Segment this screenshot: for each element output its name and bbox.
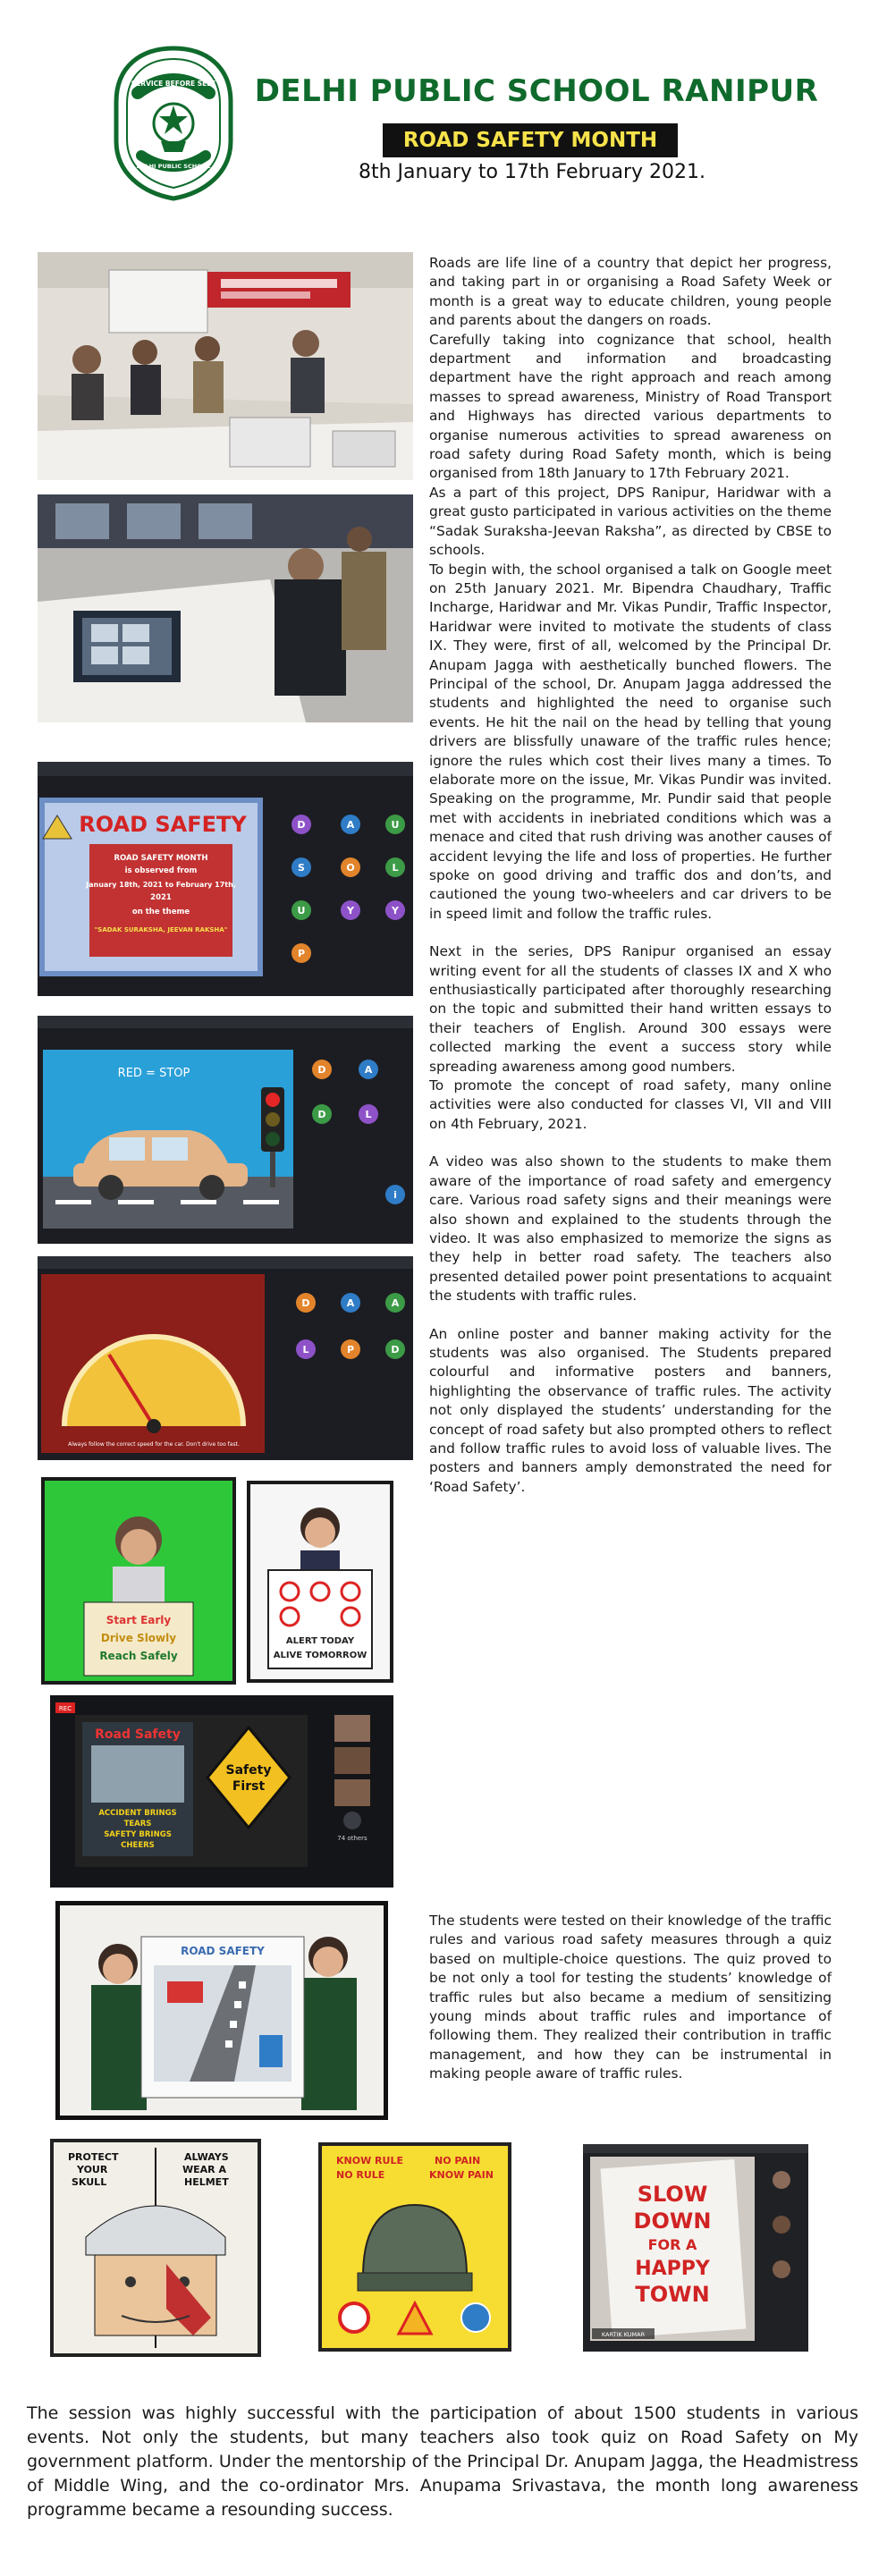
svg-text:D: D (391, 1344, 400, 1356)
svg-text:ALERT TODAY: ALERT TODAY (285, 1636, 355, 1646)
poster-know-rule-no-pain (318, 2142, 511, 2352)
screenshot-traffic-light-slide (38, 1016, 413, 1244)
svg-text:First: First (232, 1779, 266, 1794)
svg-text:A: A (364, 1064, 373, 1076)
svg-text:L: L (392, 862, 399, 874)
svg-text:SAFETY BRINGS: SAFETY BRINGS (104, 1830, 172, 1839)
paragraph-poster-banner: An online poster and banner making activity for the students was also organised. The Students prepared colourful and informative posters and banners, highlighting the observance of traffic rules. The activity not only displayed the students’ understanding for the concept of road safety but also prompted others to reflect and follow traffic rules to avoid loss of valuable lives. The posters and banners amply demonstrated the need for ‘Road Safety’. (429, 1325, 832, 1495)
svg-text:TOWN: TOWN (635, 2282, 710, 2307)
photo-students-road-safety-poster (55, 1901, 388, 2120)
svg-text:U: U (297, 905, 306, 916)
svg-text:SKULL: SKULL (72, 2176, 107, 2188)
svg-text:YOUR: YOUR (77, 2164, 108, 2175)
svg-text:DOWN: DOWN (633, 2209, 712, 2234)
svg-text:PROTECT: PROTECT (68, 2151, 119, 2163)
paragraph-dps-participation: As a part of this project, DPS Ranipur, Haridwar with a great gusto participated in various activities on the theme “Sadak Suraksha-Jeevan Raksha”, as directed by CBSE to schools. (429, 484, 832, 559)
svg-text:HAPPY: HAPPY (635, 2258, 710, 2280)
svg-text:FOR A: FOR A (647, 2236, 697, 2253)
svg-text:ALIVE TOMORROW: ALIVE TOMORROW (273, 1651, 367, 1660)
school-name: DELHI PUBLIC SCHOOL RANIPUR (254, 73, 819, 109)
paragraph-google-meet-talk: To begin with, the school organised a talk on Google meet on 25th January 2021. Mr. Bipendra Chaudhary, Traffic Incharge, Haridwar and Mr. Vikas Pundir, Traffic Inspector, Haridwar were invited to motivate the students of class IX. They were, first of all, welcomed by the Principal Dr. Anupam Jagga with aesthetically bunched flowers. The Principal of the school, Dr. Anupam Jagga addressed the students and highlighted the need to organise such events. He hit the nail on the head by telling that young drivers are blissfully unaware of the traffic rules hence; ignore the rules which cost their lives many a times. To elaborate more on the issue, Mr. Vikas Pundir was invited. Speaking on the programme, Mr. Pundir said that people met with accidents in inebriated conditions which was a menace and cited that rush driving was another causes of accident levying the life and loss of properties. He further spoke on good driving and traffic dos and don’ts, and cautioned the young two-wheelers and car drivers to be in speed limit and follow the traffic rules. (429, 561, 832, 922)
svg-text:REC: REC (58, 1705, 72, 1712)
article-column-top (429, 254, 832, 1497)
svg-text:Drive Slowly: Drive Slowly (100, 1632, 177, 1644)
svg-text:DELHI PUBLIC SCHOOL: DELHI PUBLIC SCHOOL (136, 163, 211, 170)
photo-officers-laptop (38, 494, 413, 722)
svg-text:ROAD SAFETY: ROAD SAFETY (181, 1945, 265, 1957)
svg-text:HELMET: HELMET (184, 2176, 229, 2188)
svg-text:74 others: 74 others (337, 1835, 367, 1842)
svg-text:ROAD SAFETY MONTH: ROAD SAFETY MONTH (114, 854, 208, 863)
svg-text:D: D (297, 819, 306, 831)
poster-protect-your-skull (50, 2139, 261, 2357)
svg-text:KARTIK KUMAR: KARTIK KUMAR (601, 2331, 646, 2338)
svg-text:CHEERS: CHEERS (121, 1841, 155, 1850)
paragraph-online-activities: To promote the concept of road safety, many online activities were also conducted for classes VI, VII and VIII on 4th February, 2021. (429, 1077, 832, 1132)
event-dates: 8th January to 17th February 2021. (358, 161, 706, 183)
svg-text:RED = STOP: RED = STOP (117, 1067, 190, 1080)
svg-text:U: U (391, 819, 400, 831)
screenshot-speedometer-slide (38, 1256, 413, 1460)
paragraph-quiz: The students were tested on their knowledge of the traffic rules and various road safety measures through a quiz based on multiple-choice questions. The quiz proved to be not only a tool for testing the students’ knowledge of traffic rules but also became a medium of sensitizing young minds about traffic rules and importance of following them. They realized their contribution in traffic management, and how they can be instrumental in making people aware of traffic rules. (429, 1913, 832, 2082)
svg-text:i: i (393, 1189, 397, 1201)
svg-text:is observed from: is observed from (124, 866, 198, 875)
svg-text:Y: Y (392, 905, 399, 916)
svg-text:D: D (301, 1297, 310, 1309)
svg-text:TEARS: TEARS (123, 1820, 152, 1829)
svg-text:NO PAIN: NO PAIN (435, 2155, 481, 2166)
svg-text:D: D (317, 1064, 326, 1076)
svg-text:"SADAK SURAKSHA, JEEVAN RAKSHA: "SADAK SURAKSHA, JEEVAN RAKSHA" (94, 926, 228, 933)
svg-text:SLOW: SLOW (637, 2182, 708, 2207)
svg-text:on the theme: on the theme (131, 908, 190, 916)
photo-student-poster-start-early (41, 1477, 236, 1685)
svg-text:A: A (346, 1297, 355, 1309)
svg-text:January 18th, 2021 to February: January 18th, 2021 to February 17th, (86, 881, 236, 889)
svg-text:Always follow the correct spee: Always follow the correct speed for the car. Don't drive too fast. (68, 1441, 240, 1448)
svg-text:Y: Y (347, 905, 354, 916)
svg-text:ROAD SAFETY: ROAD SAFETY (79, 812, 247, 837)
svg-text:A: A (391, 1297, 400, 1309)
svg-text:L: L (302, 1344, 309, 1356)
svg-text:NO RULE: NO RULE (336, 2169, 385, 2181)
svg-text:Start Early: Start Early (106, 1614, 172, 1626)
paragraph-essay-writing: Next in the series, DPS Ranipur organised an essay writing event for all the students of classes IX and X who enthusiastically participated after thoroughly researching on the topic and submitted their hand written essays to their teachers of English. Around 300 essays were collected marking the event a success story while spreading awareness among good numbers. (429, 943, 832, 1075)
article-column-quiz (429, 1912, 832, 2084)
closing-paragraph: The session was highly successful with the participation of about 1500 students in various events. Not only the students, but many teachers also took quiz on Road Safety on My government platform. Under the mentorship of the Principal Dr. Anupam Jagga, the Headmistress of Middle Wing, and the co-ordinator Mrs. Anupama Srivastava, the month long awareness programme became a resounding success. (27, 2403, 858, 2520)
photo-meeting-room (38, 252, 413, 480)
svg-text:A: A (346, 819, 355, 831)
svg-text:L: L (365, 1109, 372, 1120)
svg-text:KNOW PAIN: KNOW PAIN (429, 2169, 494, 2181)
svg-text:Safety: Safety (225, 1763, 272, 1778)
paragraph-intro: Roads are life line of a country that depict her progress, and taking part in or organising a Road Safety Week or month is a great way to educate children, young people and parents about the dangers on roads. (429, 255, 832, 329)
screenshot-road-safety-slide (38, 762, 413, 996)
screenshot-slow-down-poster (583, 2144, 808, 2352)
svg-text:KNOW RULE: KNOW RULE (336, 2155, 403, 2166)
svg-text:2021: 2021 (150, 893, 172, 902)
paragraph-ministry: Carefully taking into cognizance that school, health department and information and broadcasting department have the right approach and reach among masses to spread awareness, Ministry of Road Transport and Highways has directed various departments to organise numerous activities to spread awareness on road safety during Road Safety month, which is being organised from 18th January to 17th February 2021. (429, 331, 832, 482)
svg-text:WEAR A: WEAR A (182, 2164, 226, 2175)
svg-text:P: P (297, 948, 306, 959)
screenshot-banner-safety-first (50, 1695, 393, 1888)
svg-text:D: D (317, 1109, 326, 1120)
svg-text:O: O (346, 862, 355, 874)
school-logo (106, 43, 241, 202)
svg-text:SERVICE BEFORE SELF: SERVICE BEFORE SELF (131, 80, 216, 88)
svg-text:ACCIDENT BRINGS: ACCIDENT BRINGS (98, 1809, 177, 1818)
event-title-badge: ROAD SAFETY MONTH (383, 123, 678, 157)
photo-student-poster-alert (247, 1481, 393, 1683)
paragraph-video: A video was also shown to the students to make them aware of the importance of road safety and emergency care. Various road safety signs and their meanings were also shown and explained to the students through the video. It was also emphasized to memorize the signs as they help in better road safety. The teachers also presented detailed power point presentations to acquaint the students with traffic rules. (429, 1153, 832, 1305)
svg-text:ALWAYS: ALWAYS (184, 2151, 229, 2163)
svg-text:P: P (346, 1344, 355, 1356)
svg-text:Reach Safely: Reach Safely (99, 1650, 178, 1662)
svg-text:S: S (298, 862, 305, 874)
svg-text:Road Safety: Road Safety (95, 1727, 181, 1742)
